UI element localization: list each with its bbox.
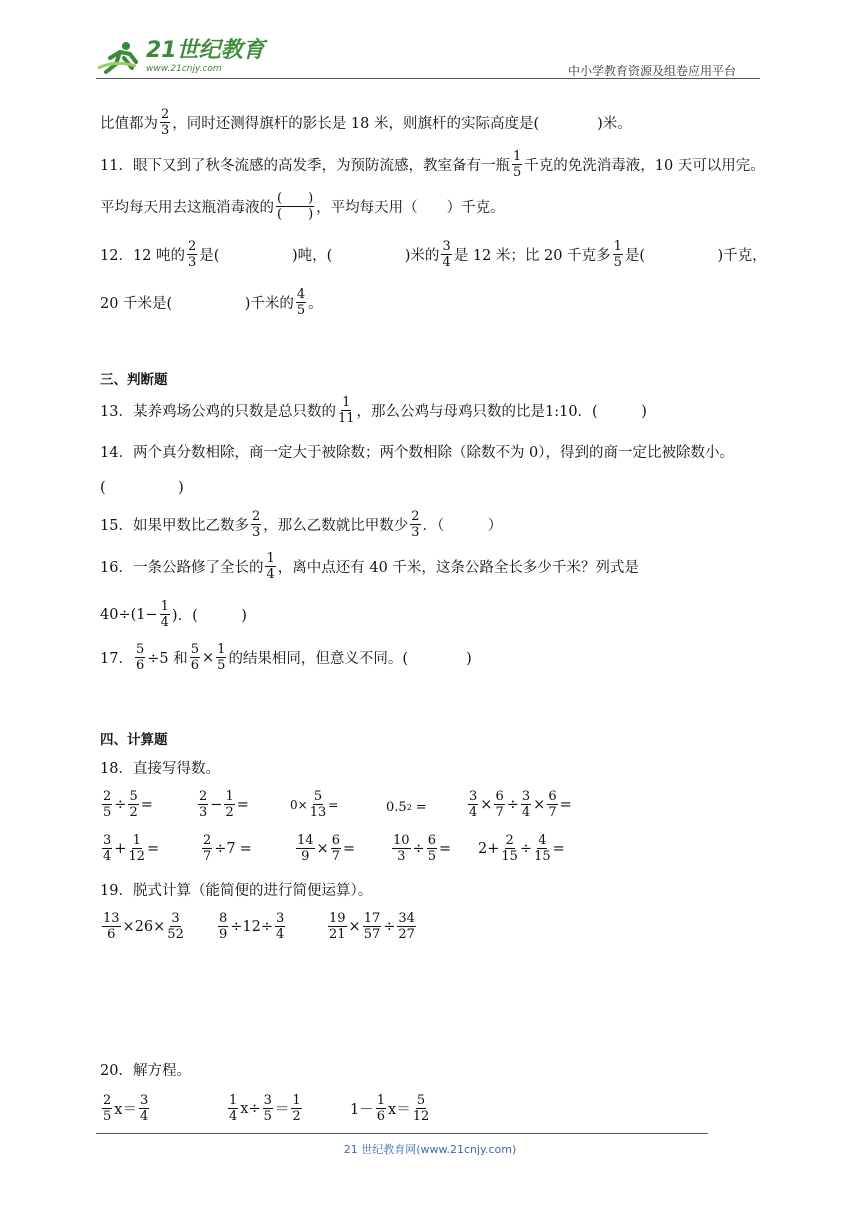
calc-item: $\frac{3}{4}$ + $\frac{1}{12}$ =	[103, 833, 160, 864]
question-12-line-1	[100, 240, 767, 269]
calc-item: $\frac{19}{21}$ × $\frac{17}{57}$ ÷ $\frac{34}{27}$	[329, 911, 415, 942]
equation-item: $\frac{2}{5}$ x＝ $\frac{3}{4}$	[103, 1093, 149, 1124]
question-18-title: 18．直接写得数。	[100, 761, 220, 777]
q17-op: ÷5 和	[147, 651, 188, 667]
question-13	[100, 396, 647, 425]
fraction: $\frac{3}{4}$	[442, 239, 451, 270]
section-4-heading: 四、计算题	[100, 732, 168, 748]
q17-label: 17．	[100, 651, 133, 667]
q12-text: 12．12 吨的	[100, 248, 186, 264]
calc-item: $\frac{2}{5}$ ÷ $\frac{5}{2}$ =	[103, 789, 153, 820]
site-logo	[96, 38, 266, 76]
question-20-title: 20．解方程。	[100, 1063, 191, 1079]
q12-text-4: 是( )千克，	[624, 248, 767, 264]
fraction: $\frac{2}{3}$	[251, 509, 261, 540]
calc-item: $\frac{10}{3}$ ÷ $\frac{6}{5}$ =	[393, 833, 452, 864]
calc-item: 0.5 2 =	[386, 800, 427, 815]
calc-item: 2+ $\frac{2}{15}$ ÷ $\frac{4}{15}$ =	[478, 833, 565, 864]
calc-item: $\frac{13}{6}$ ×26× $\frac{3}{52}$	[103, 911, 184, 942]
q15-text-3: ．（ ）	[422, 518, 503, 534]
calc-item: $\frac{14}{9}$ × $\frac{6}{7}$ =	[297, 833, 356, 864]
fraction: $\frac{5}{6}$	[190, 642, 199, 673]
footer-divider	[96, 1133, 708, 1134]
fraction: $\frac{1}{5}$	[613, 239, 622, 270]
question-16-line-2	[100, 600, 247, 629]
question-14-line-1: 14．两个真分数相除，商一定大于被除数；两个数相除（除数不为 0），得到的商一定比被除数小。	[100, 445, 735, 461]
fraction: $\frac{1}{5}$	[512, 149, 522, 180]
fraction: $\frac{2}{3}$	[188, 239, 197, 270]
q16-expression-suffix: )．( )	[171, 608, 247, 624]
question-19-title: 19．脱式计算（能简便的进行简便运算）。	[100, 883, 373, 899]
q16-expression: 40÷(1−	[100, 606, 158, 623]
logo-text: 21世纪教育	[146, 38, 265, 63]
q16-text: 16．一条公路修了全长的	[100, 560, 264, 576]
fraction: $\frac{2}{3}$	[411, 509, 420, 540]
calc-item: $\frac{8}{9}$ ÷12÷ $\frac{3}{4}$	[219, 911, 285, 942]
fraction: $\frac{1}{11}$	[337, 395, 355, 426]
fraction: $\frac{1}{5}$	[217, 642, 226, 673]
q15-text-2: ，那么乙数就比甲数少	[263, 518, 409, 534]
question-11-line-1	[100, 150, 765, 179]
q12-text-3: 是 12 米；比 20 千克多	[453, 248, 611, 264]
equation-item: $\frac{1}{4}$ x÷ $\frac{3}{5}$ ＝ $\frac{1}{2}$	[229, 1093, 301, 1124]
q11-text: 11．眼下又到了秋冬流感的高发季，为预防流感，教室备有一瓶	[100, 158, 510, 174]
footer-link[interactable]: 21 世纪教育网(www.21cnjy.com)	[343, 1143, 517, 1156]
question-11-line-2	[100, 192, 505, 221]
q17-suffix: 的结果相同，但意义不同。( )	[228, 651, 472, 667]
platform-name: 中小学教育资源及组卷应用平台	[568, 64, 737, 78]
q10-text-suffix: ，同时还测得旗杆的影长是 18 米，则旗杆的实际高度是( )米。	[172, 116, 632, 132]
q16-text-2: ，离中点还有 40 千米，这条公路全长多少千米？列式是	[277, 560, 639, 576]
fraction: $\frac{2}{3}$	[161, 107, 170, 138]
q12-line2-text: 20 千米是( )千米的	[100, 296, 294, 312]
equation-item: 1－ $\frac{1}{6}$ x＝ $\frac{5}{12}$	[350, 1093, 430, 1124]
question-14-answer[interactable]: ( )	[100, 480, 184, 496]
fraction: $\frac{4}{5}$	[296, 287, 306, 318]
q13-text: 13．某养鸡场公鸡的只数是总只数的	[100, 404, 336, 420]
calc-item: 0× $\frac{5}{13}$ =	[290, 789, 339, 820]
q12-line2-suffix: 。	[308, 296, 323, 312]
question-15	[100, 510, 502, 539]
question-12-line-2	[100, 288, 323, 317]
q10-text: 比值都为	[100, 116, 158, 132]
logo-subtext: www.21cnjy.com	[146, 64, 222, 74]
fraction: $\frac{1}{4}$	[266, 551, 275, 582]
q17-op2: ×	[202, 649, 215, 666]
calc-item: $\frac{3}{4}$ × $\frac{6}{7}$ ÷ $\frac{3}{4}$ × $\frac{6}{7}$ =	[469, 789, 572, 820]
question-17	[100, 643, 472, 672]
section-3-heading: 三、判断题	[100, 372, 168, 388]
fraction: $\frac{1}{4}$	[160, 599, 169, 630]
question-10-line	[100, 108, 632, 137]
q11-line2-text: 平均每天用去这瓶消毒液的	[100, 200, 274, 216]
q15-text: 15．如果甲数比乙数多	[100, 518, 249, 534]
q11-text-suffix: 千克的免洗消毒液，10 天可以用完。	[524, 158, 765, 174]
question-16-line-1	[100, 552, 639, 581]
calc-item: $\frac{2}{3}$ − $\frac{1}{2}$ =	[199, 789, 249, 820]
q11-line2-suffix: ，平均每天用（ ）千克。	[316, 200, 505, 216]
q12-text-2: 是( )吨，( )米的	[199, 248, 440, 264]
answer-blank-fraction[interactable]: $\frac{( )}{( )}$	[277, 191, 314, 222]
calc-item: $\frac{2}{7}$ ÷7 =	[203, 833, 252, 864]
header-divider	[96, 78, 760, 79]
fraction: $\frac{5}{6}$	[135, 642, 145, 673]
q13-suffix: ，那么公鸡与母鸡只数的比是1:10．( )	[356, 404, 647, 420]
